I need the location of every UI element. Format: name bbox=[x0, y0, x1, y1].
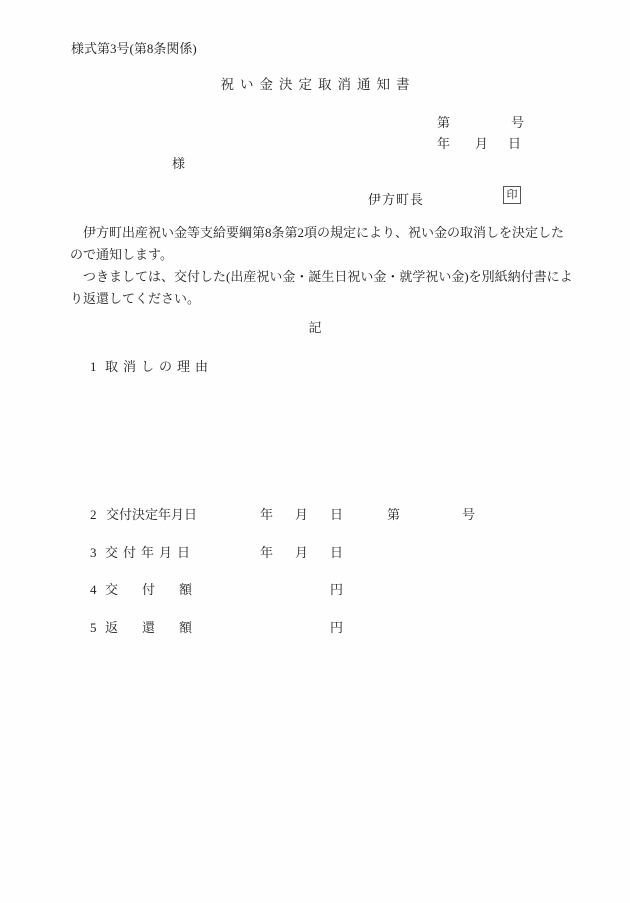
item5-number: 5 bbox=[90, 620, 97, 635]
item4-label: 交付額 bbox=[105, 582, 217, 597]
document-title: 祝い金決定取消通知書 bbox=[220, 77, 416, 92]
item2-month-label: 月 bbox=[295, 507, 309, 522]
item3-number: 3 bbox=[90, 545, 97, 560]
body-line: ので通知します。 bbox=[70, 247, 173, 262]
date-month-label: 月 bbox=[475, 136, 489, 151]
notice-body bbox=[70, 222, 575, 310]
item2-doc-number-prefix: 第 bbox=[387, 507, 401, 522]
item2-number: 2 bbox=[90, 507, 97, 522]
item4-number: 4 bbox=[90, 582, 97, 597]
item4-currency-unit: 円 bbox=[330, 582, 344, 597]
item5-label: 返還額 bbox=[105, 620, 217, 635]
item3-month-label: 月 bbox=[295, 545, 309, 560]
seal-stamp-placeholder: 印 bbox=[503, 186, 521, 204]
item2-day-label: 日 bbox=[330, 507, 344, 522]
date-day-label: 日 bbox=[508, 136, 522, 151]
item3-label: 交付年月日 bbox=[105, 545, 196, 560]
item1-label: 取消しの理由 bbox=[105, 359, 214, 374]
item2-label: 交付決定年月日 bbox=[106, 507, 198, 522]
record-marker: 記 bbox=[308, 320, 322, 335]
date-year-label: 年 bbox=[437, 136, 451, 151]
item3-year-label: 年 bbox=[260, 545, 274, 560]
item2-year-label: 年 bbox=[260, 507, 274, 522]
form-number: 様式第3号(第8条関係) bbox=[71, 41, 197, 56]
doc-number-suffix: 号 bbox=[511, 115, 525, 130]
doc-number-prefix: 第 bbox=[437, 115, 451, 130]
body-line: つきましては、交付した(出産祝い金・誕生日祝い金・就学祝い金)を別紙納付書によ bbox=[70, 269, 573, 284]
item1-number: 1 bbox=[90, 359, 97, 374]
body-line: 伊方町出産祝い金等支給要綱第8条第2項の規定により、祝い金の取消しを決定した bbox=[70, 225, 565, 240]
body-line: り返還してください。 bbox=[70, 291, 201, 306]
item5-currency-unit: 円 bbox=[330, 620, 344, 635]
item2-doc-number-suffix: 号 bbox=[462, 507, 476, 522]
sender-title: 伊方町長 bbox=[368, 192, 425, 207]
addressee-honorific: 様 bbox=[172, 156, 186, 171]
item3-day-label: 日 bbox=[330, 545, 344, 560]
